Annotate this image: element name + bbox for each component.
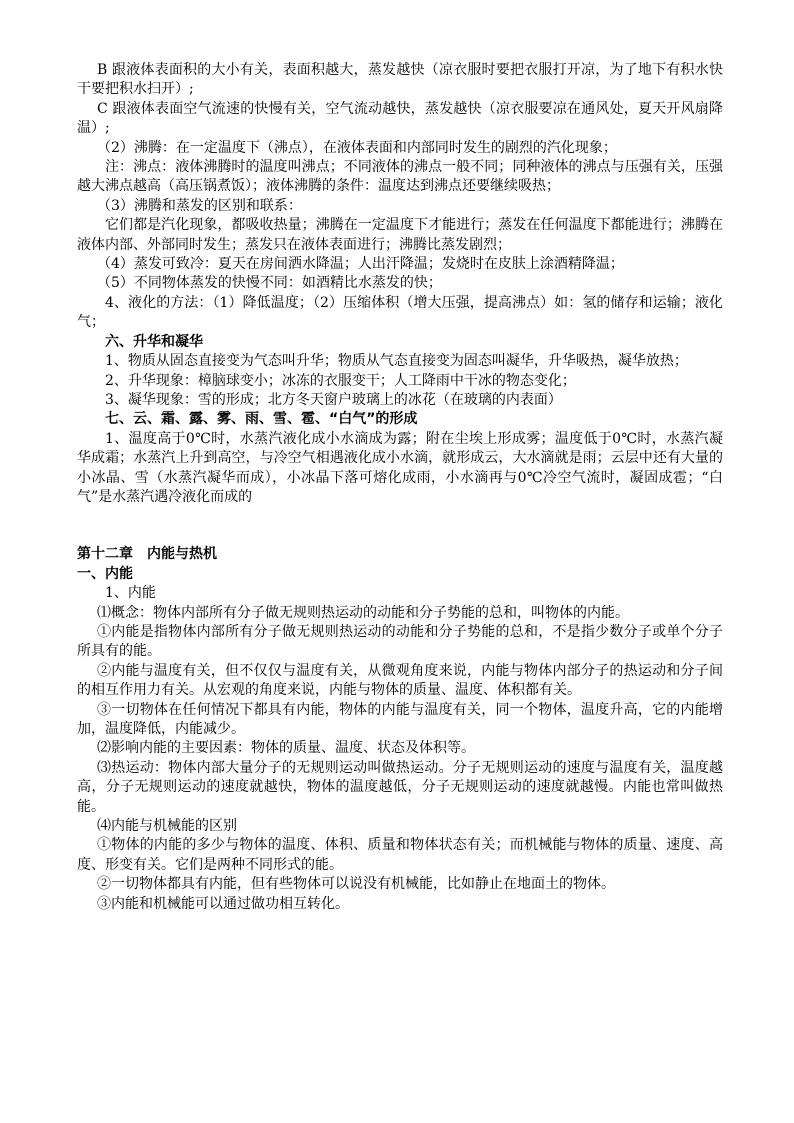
paragraph-difference-3: ③内能和机械能可以通过做功相互转化。 xyxy=(97,895,349,912)
paragraph-point-3: ③一切物体在任何情况下都具有内能，物体的内能与温度有关，同一个物体，温度升高，它的内能增加，温度降低，内能减少。 xyxy=(77,701,723,737)
paragraph-boiling-vs-evaporation: （3）沸腾和蒸发的区别和联系： xyxy=(97,197,302,214)
spacer xyxy=(77,507,723,545)
paragraph-sublimation-1: 1、物质从固态直接变为气态叫升华；物质从气态直接变为固态叫凝华，升华吸热，凝华放热； xyxy=(105,353,688,370)
paragraph-boiling-note: 注：沸点：液体沸腾时的温度叫沸点；不同液体的沸点一般不同；同种液体的沸点与压强有关，压强越大沸点越高（高压锅煮饭）；液体沸腾的条件：温度达到沸点还要继续吸热； xyxy=(77,159,723,195)
paragraph-weather: 1、温度高于0℃时，水蒸汽液化成小水滴成为露；附在尘埃上形成雾；温度低于0℃时，水蒸汽凝华成霜；水蒸汽上升到高空，与冷空气相遇液化成小水滴，就形成云，大水滴就是雨；云层中还有大量的小冰晶、雪（水蒸汽凝华而成），小冰晶下落可熔化成雨，小水滴再与0℃冷空气流时，凝固成雹；“白气”是水蒸汽遇冷液化而成的 xyxy=(77,430,723,505)
paragraph-concept: ⑴概念：物体内部所有分子做无规则热运动的动能和分子势能的总和，叫物体的内能。 xyxy=(97,604,629,621)
paragraph-evaporation-speed: （5）不同物体蒸发的快慢不同：如酒精比水蒸发的快； xyxy=(97,275,442,292)
document-page xyxy=(77,61,723,914)
paragraph-liquefaction: 4、液化的方法：（1）降低温度；（2）压缩体积（增大压强，提高沸点）如：氢的储存和运输；液化气； xyxy=(77,294,723,331)
paragraph-sublimation-3: 3、凝华现象：雪的形成；北方冬天窗户玻璃上的冰花（在玻璃的内表面） xyxy=(105,391,562,408)
paragraph-difference-1: ①物体的内能的多少与物体的温度、体积、质量和物体状态有关；而机械能与物体的质量、速度、高度、形变有关。它们是两种不同形式的能。 xyxy=(77,837,723,873)
section-heading-sublimation: 六、升华和凝华 xyxy=(105,333,203,350)
paragraph-sublimation-2: 2、升华现象：樟脑球变小；冰冻的衣服变干；人工降雨中干冰的物态变化； xyxy=(105,372,576,389)
paragraph-evaporation-airflow: C 跟液体表面空气流速的快慢有关，空气流动越快，蒸发越快（凉衣服要凉在通风处，夏天开风扇降温）; xyxy=(77,100,723,137)
chapter-title: 第十二章 内能与热机 xyxy=(77,546,217,563)
paragraph-difference-2: ②一切物体都具有内能，但有些物体可以说没有机械能，比如静止在地面土的物体。 xyxy=(97,876,615,893)
subheading-internal-energy: 1、内能 xyxy=(105,585,156,602)
section-heading-weather: 七、云、霜、露、雾、雨、雪、雹、“白气”的形成 xyxy=(105,411,418,428)
paragraph-difference-heading: ⑷内能与机械能的区别 xyxy=(97,818,237,835)
paragraph-factors: ⑵影响内能的主要因素：物体的质量、温度、状态及体积等。 xyxy=(97,740,475,757)
paragraph-point-1: ①内能是指物体内部所有分子做无规则热运动的动能和分子势能的总和，不是指少数分子或单个分子所具有的能。 xyxy=(77,623,723,660)
section-heading-internal-energy: 一、内能 xyxy=(77,565,133,582)
paragraph-boiling: （2）沸腾：在一定温度下（沸点），在液体表面和内部同时发生的剧烈的汽化现象； xyxy=(97,139,617,156)
paragraph-point-2: ②内能与温度有关，但不仅仅与温度有关，从微观角度来说，内能与物体内部分子的热运动和分子间的相互作用力有关。从宏观的角度来说，内能与物体的质量、温度、体积都有关。 xyxy=(77,662,723,699)
paragraph-cooling: （4）蒸发可致冷：夏天在房间洒水降温；人出汗降温；发烧时在皮肤上涂酒精降温； xyxy=(97,256,624,273)
paragraph-comparison: 它们都是汽化现象，都吸收热量；沸腾在一定温度下才能进行；蒸发在任何温度下都能进行；沸腾在液体内部、外部同时发生；蒸发只在液体表面进行；沸腾比蒸发剧烈； xyxy=(77,217,723,253)
paragraph-thermal-motion: ⑶热运动：物体内部大量分子的无规则运动叫做热运动。分子无规则运动的速度与温度有关，温度越高，分子无规则运动的速度就越快，物体的温度越低，分子无规则运动的速度就越慢。内能也常叫做热能。 xyxy=(77,759,723,815)
paragraph-evaporation-area: B 跟液体表面积的大小有关，表面积越大，蒸发越快（凉衣服时要把衣服打开凉，为了地下有积水快干要把积水扫开）; xyxy=(77,62,723,98)
